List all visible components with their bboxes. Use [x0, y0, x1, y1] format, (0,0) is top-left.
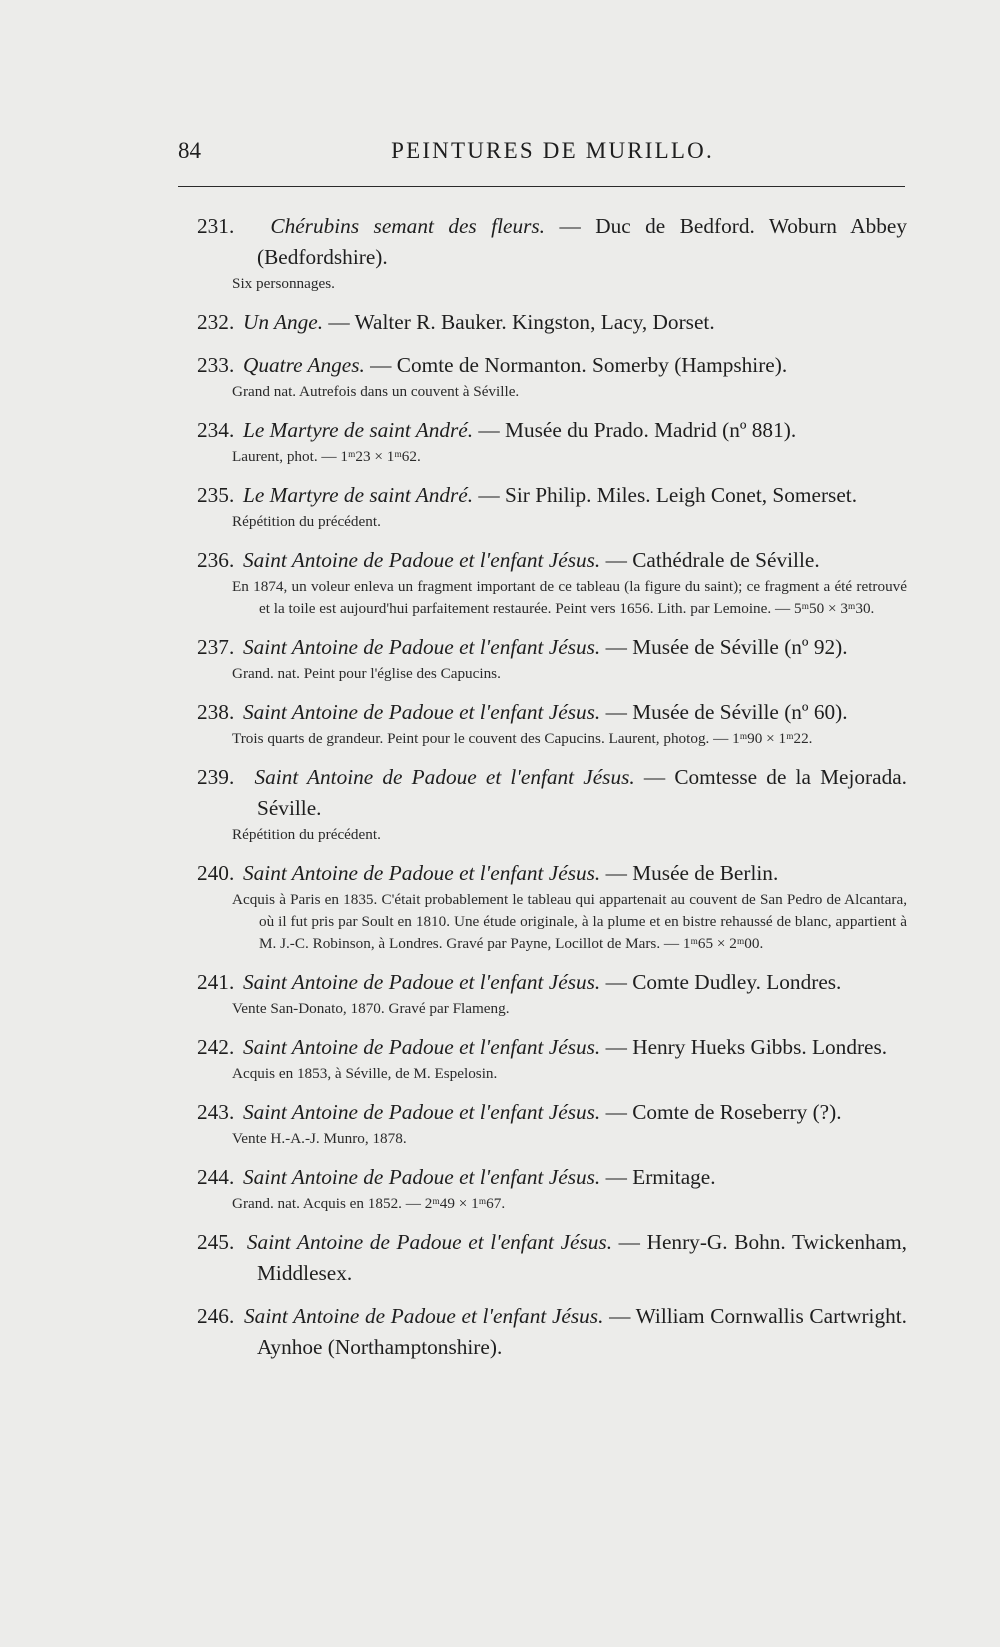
- entry-line: [197, 762, 907, 824]
- entry-number: 231.: [197, 214, 235, 238]
- catalogue-entry: [197, 1097, 907, 1150]
- catalogue-entry: [197, 480, 907, 533]
- catalogue-entry: [197, 967, 907, 1020]
- entry-location: — Duc de Bedford. Woburn Abbey (Bedfordshire).: [257, 214, 907, 269]
- page-number: 84: [178, 138, 201, 163]
- entry-title: Saint Antoine de Padoue et l'enfant Jésus.: [242, 1165, 601, 1189]
- catalogue-entry: [197, 211, 907, 295]
- entry-title: Chérubins semant des fleurs.: [270, 214, 546, 238]
- entry-line: [197, 1227, 907, 1289]
- entry-location: — Musée de Séville (nº 60).: [600, 700, 848, 724]
- entry-note: Six personnages.: [232, 275, 335, 292]
- entry-note: Grand nat. Autrefois dans un couvent à Séville.: [232, 383, 520, 400]
- catalogue-entry: [197, 858, 907, 955]
- header-rule: [178, 186, 905, 187]
- catalogue-entry: [197, 1227, 907, 1289]
- entry-title: Quatre Anges.: [242, 353, 365, 377]
- entry-line: [197, 697, 907, 728]
- entry-line: [197, 1097, 907, 1128]
- entry-line: [197, 967, 907, 998]
- entry-location: — Ermitage.: [600, 1165, 716, 1189]
- catalogue-entries: [197, 211, 907, 1375]
- catalogue-entry: [197, 307, 907, 338]
- catalogue-entry: [197, 350, 907, 403]
- entry-number: 238.: [197, 700, 235, 724]
- entry-line: [197, 858, 907, 889]
- entry-number: 244.: [197, 1165, 235, 1189]
- entry-number: 243.: [197, 1100, 235, 1124]
- catalogue-entry: [197, 632, 907, 685]
- entry-number: 235.: [197, 483, 235, 507]
- entry-line: [197, 1032, 907, 1063]
- catalogue-entry: [197, 1301, 907, 1363]
- entry-title: Saint Antoine de Padoue et l'enfant Jésus.: [242, 635, 601, 659]
- entry-line: [197, 545, 907, 576]
- entry-line: [197, 307, 907, 338]
- entry-line: [197, 480, 907, 511]
- entry-title: Saint Antoine de Padoue et l'enfant Jésus.: [244, 1304, 604, 1328]
- entry-title: Un Ange.: [242, 310, 324, 334]
- entry-line: [197, 211, 907, 273]
- entry-number: 245.: [197, 1230, 235, 1254]
- entry-location: — Comte Dudley. Londres.: [600, 970, 842, 994]
- entry-line: [197, 415, 907, 446]
- entry-line: [197, 1301, 907, 1363]
- running-title: PEINTURES DE MURILLO.: [391, 138, 714, 163]
- entry-location: — Cathédrale de Séville.: [600, 548, 820, 572]
- catalogue-entry: [197, 1162, 907, 1215]
- entry-note: En 1874, un voleur enleva un fragment important de ce tableau (la figure du saint); ce fragment a été retrouvé et la toile est aujourd'hui parfaitement restaurée. Peint vers 1656. Lith. par Lemoine. — 5ᵐ50 × 3ᵐ30.: [232, 578, 907, 617]
- entry-title: Saint Antoine de Padoue et l'enfant Jésus.: [246, 1230, 613, 1254]
- catalogue-entry: [197, 415, 907, 468]
- entry-note: Vente H.-A.-J. Munro, 1878.: [232, 1130, 407, 1147]
- entry-title: Le Martyre de saint André.: [242, 418, 474, 442]
- entry-location: — Comte de Normanton. Somerby (Hampshire).: [364, 353, 788, 377]
- entry-location: — Musée du Prado. Madrid (nº 881).: [473, 418, 797, 442]
- page-header: [178, 138, 905, 174]
- entry-number: 236.: [197, 548, 235, 572]
- entry-location: — Comtesse de la Mejorada. Séville.: [257, 765, 907, 820]
- catalogue-entry: [197, 1032, 907, 1085]
- entry-title: Saint Antoine de Padoue et l'enfant Jésus.: [254, 765, 635, 789]
- catalogue-entry: [197, 697, 907, 750]
- entry-note: Laurent, phot. — 1ᵐ23 × 1ᵐ62.: [232, 448, 421, 465]
- entry-note: Répétition du précédent.: [232, 826, 381, 843]
- entry-title: Saint Antoine de Padoue et l'enfant Jésus.: [242, 1100, 601, 1124]
- entry-number: 241.: [197, 970, 235, 994]
- entry-title: Le Martyre de saint André.: [242, 483, 474, 507]
- entry-note: Vente San-Donato, 1870. Gravé par Flameng.: [232, 1000, 510, 1017]
- entry-number: 232.: [197, 310, 235, 334]
- catalogue-entry: [197, 762, 907, 846]
- entry-number: 233.: [197, 353, 235, 377]
- entry-note: Acquis à Paris en 1835. C'était probablement le tableau qui appartenait au couvent de San Pedro de Alcantara, où il fut pris par Soult en 1810. Une étude originale, à la plume et en bistre rehaussé de blanc, appartient à M. J.-C. Robinson, à Londres. Gravé par Payne, Locillot de Mars. — 1ᵐ65 × 2ᵐ00.: [232, 891, 907, 952]
- entry-title: Saint Antoine de Padoue et l'enfant Jésus.: [242, 700, 601, 724]
- entry-location: — Musée de Séville (nº 92).: [600, 635, 848, 659]
- entry-location: — Sir Philip. Miles. Leigh Conet, Somerset.: [473, 483, 858, 507]
- entry-note: Grand. nat. Peint pour l'église des Capucins.: [232, 665, 501, 682]
- entry-note: Trois quarts de grandeur. Peint pour le couvent des Capucins. Laurent, photog. — 1ᵐ90 × 1ᵐ22.: [232, 730, 813, 747]
- entry-location: — Comte de Roseberry (?).: [600, 1100, 842, 1124]
- entry-number: 240.: [197, 861, 235, 885]
- entry-line: [197, 632, 907, 663]
- entry-title: Saint Antoine de Padoue et l'enfant Jésus.: [242, 548, 601, 572]
- entry-location: — Henry Hueks Gibbs. Londres.: [600, 1035, 888, 1059]
- entry-title: Saint Antoine de Padoue et l'enfant Jésus.: [242, 861, 601, 885]
- entry-number: 234.: [197, 418, 235, 442]
- entry-location: — Musée de Berlin.: [600, 861, 779, 885]
- entry-number: 246.: [197, 1304, 235, 1328]
- entry-title: Saint Antoine de Padoue et l'enfant Jésus.: [242, 970, 601, 994]
- catalogue-entry: [197, 545, 907, 620]
- entry-number: 242.: [197, 1035, 235, 1059]
- entry-note: Grand. nat. Acquis en 1852. — 2ᵐ49 × 1ᵐ67.: [232, 1195, 506, 1212]
- entry-location: — Walter R. Bauker. Kingston, Lacy, Dorset.: [323, 310, 715, 334]
- entry-number: 239.: [197, 765, 235, 789]
- entry-location: — William Cornwallis Cartwright. Aynhoe (Northamptonshire).: [257, 1304, 908, 1359]
- entry-location: — Henry-G. Bohn. Twickenham, Middlesex.: [257, 1230, 907, 1285]
- entry-line: [197, 1162, 907, 1193]
- entry-line: [197, 350, 907, 381]
- entry-title: Saint Antoine de Padoue et l'enfant Jésus.: [242, 1035, 601, 1059]
- entry-number: 237.: [197, 635, 235, 659]
- entry-note: Acquis en 1853, à Séville, de M. Espelosin.: [232, 1065, 498, 1082]
- entry-note: Répétition du précédent.: [232, 513, 381, 530]
